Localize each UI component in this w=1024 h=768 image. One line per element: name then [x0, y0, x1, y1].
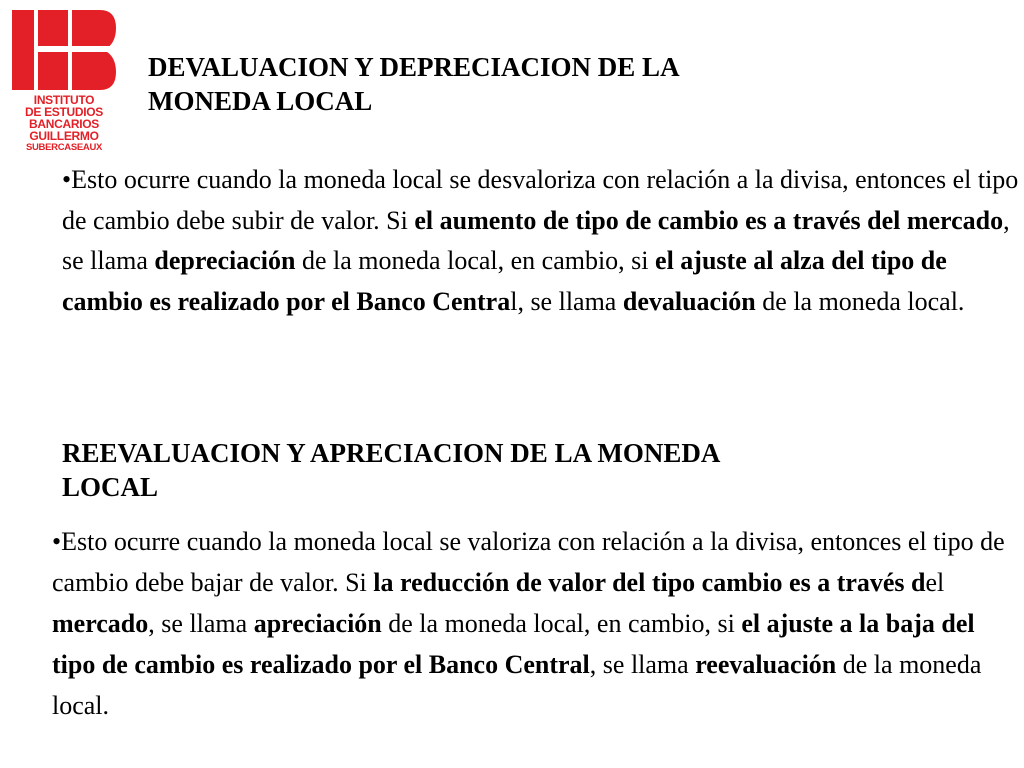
text-segment: de la moneda local, en cambio, si: [295, 246, 656, 275]
bold-text-segment: el ajuste a la baja del tipo de cambio es realizado por el Banco Central: [52, 609, 975, 679]
bold-text-segment: la reducción de valor del tipo cambio es a través d: [373, 568, 926, 597]
logo-line: BANCARIOS: [29, 117, 99, 131]
institute-logo: [8, 10, 120, 160]
bold-text-segment: depreciación: [154, 246, 296, 275]
section-title-devaluacion: [148, 50, 868, 118]
title-line: REEVALUACION Y APRECIACION DE LA MONEDA: [62, 438, 721, 468]
paragraph-devaluacion: [62, 160, 1022, 322]
text-segment: , se llama: [62, 205, 1010, 275]
logo-line: SUBERCASEAUX: [25, 142, 103, 153]
logo-text: [8, 94, 120, 153]
bold-text-segment: el aumento de tipo de cambio es a través del mercado: [414, 205, 1004, 235]
text-segment: l, se llama: [510, 286, 623, 316]
title-line: DEVALUACION Y DEPRECIACION DE LA: [148, 52, 680, 82]
text-segment: •Esto ocurre cuando la moneda local se desvaloriza con relación a la divisa, entonces el tipo de cambio debe subir de valor. Si: [62, 165, 1019, 235]
paragraph-reevaluacion: [52, 521, 1018, 726]
title-line: LOCAL: [62, 472, 159, 502]
text-segment: de la moneda local.: [755, 286, 965, 316]
bold-text-segment: devaluación: [622, 286, 756, 316]
logo-line: DE ESTUDIOS: [24, 105, 104, 119]
bold-text-segment: el ajuste al alza del tipo de cambio es realizado por el Banco Centra: [62, 246, 947, 316]
text-segment: , se llama: [589, 650, 696, 679]
text-segment: de la moneda local.: [52, 650, 982, 720]
logo-line: INSTITUTO: [33, 93, 95, 107]
text-segment: de la moneda local, en cambio, si: [381, 609, 742, 638]
bold-text-segment: apreciación: [253, 609, 382, 638]
bold-text-segment: mercado: [52, 609, 149, 638]
text-segment: , se llama: [148, 609, 254, 638]
logo-mark-icon: [12, 10, 116, 90]
section-title-reevaluacion: [62, 436, 962, 504]
title-line: MONEDA LOCAL: [148, 86, 373, 116]
bold-text-segment: reevaluación: [695, 650, 837, 679]
logo-line: GUILLERMO: [29, 129, 99, 143]
text-segment: el: [925, 568, 945, 597]
text-segment: •Esto ocurre cuando la moneda local se valoriza con relación a la divisa, entonces el tipo de cambio debe bajar de valor. Si: [52, 527, 1005, 597]
